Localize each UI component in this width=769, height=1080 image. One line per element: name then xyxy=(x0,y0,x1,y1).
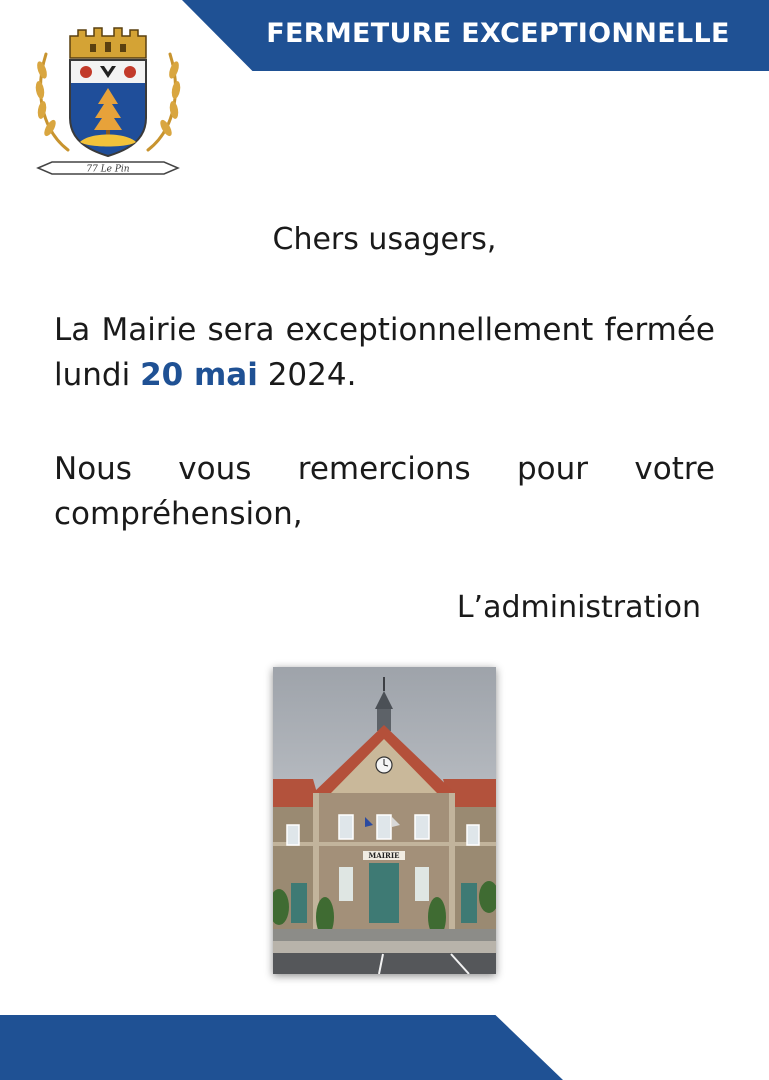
greeting: Chers usagers, xyxy=(272,222,497,257)
coat-of-arms-icon xyxy=(28,22,188,184)
thank-you-text: Nous vous remercions pour votre compréhension, xyxy=(54,451,715,532)
closure-date: 20 mai xyxy=(140,357,258,393)
announcement-year: 2024. xyxy=(257,357,357,393)
closure-announcement xyxy=(54,308,715,398)
town-hall-photo xyxy=(273,667,496,974)
bottom-band xyxy=(0,1015,563,1080)
mairie-sign-text: MAIRIE xyxy=(368,851,400,860)
banner-title: FERMETURE EXCEPTIONNELLE xyxy=(266,18,730,49)
announcement-text: La Mairie sera exceptionnellement fermée lundi xyxy=(54,312,715,393)
crest-motto: 77 Le Pin xyxy=(86,164,130,175)
signature: L’administration xyxy=(456,590,701,625)
